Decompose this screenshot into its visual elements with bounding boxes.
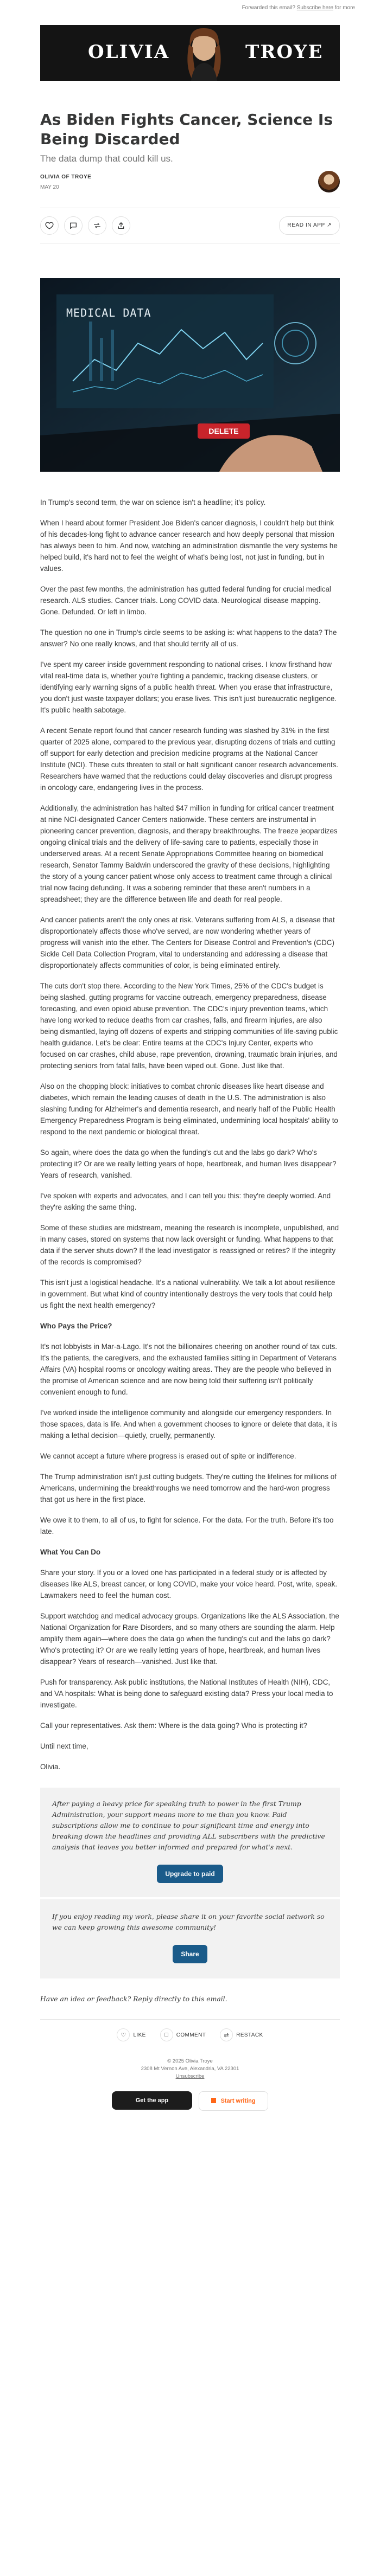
more-text: for more (334, 5, 355, 11)
banner-word-left: OLIVIA (88, 41, 170, 63)
app-buttons (40, 2091, 340, 2111)
paragraph: So again, where does the data go when the funding's cut and the labs go dark? Who's protecting it? Or are we really letting years of hope, heartbreak, and human lives disappear? Years of research, vanished. (40, 1148, 337, 1179)
content-column (40, 25, 340, 2111)
paragraph: We owe it to them, to all of us, to fight for science. For the data. For the truth. Before it's too late. (40, 1516, 334, 1536)
share-text: If you enjoy reading my work, please share it on your favorite social network so we can keep growing this awesome community! (52, 1912, 325, 1931)
hero-medical-data-text: MEDICAL DATA (66, 306, 151, 319)
paragraph: Additionally, the administration has halted $47 million in funding for critical cancer treatment at nine NCI-designated Cancer Centers nationwide. These centers are instrumental in pioneering cancer prevention, diagnosis, and therapy breakthroughs. The freeze jeopardizes ongoing clinical trials and the delivery of life-saving care to patients, especially those in underserved areas. At a recent Senate Appropriations Committee hearing on biomedical research, Senator Tammy Baldwin underscored the gravity of these decisions, highlighting the story of a young cancer patient whose only access to treatment came through a clinical trial now facing defunding. It was a sobering reminder that these aren't numbers in a spreadsheet; they are the difference between life and death for real people. (40, 804, 338, 903)
upgrade-to-paid-button[interactable]: Upgrade to paid (157, 1865, 223, 1883)
paragraph: Share your story. If you or a loved one has participated in a federal study or is affected by diseases like ALS, breast cancer, or long COVID, make your voice heard. Post, write, speak. Lawmakers need to feel the human cost. (40, 1569, 338, 1599)
post-title[interactable]: As Biden Fights Cancer, Science Is Being Discarded (40, 111, 333, 148)
post-date: MAY 20 (40, 184, 59, 190)
restack-icon: ⇄ (220, 2028, 233, 2041)
paragraph: In Trump's second term, the war on science isn't a headline; it's policy. (40, 498, 266, 506)
paragraph: Also on the chopping block: initiatives to combat chronic diseases like heart disease and diabetes, which remain the leading causes of death in the U.S. The administration is also slashing funding for Alzheimer's and dementia research, and nearly half of the Public Health Emergency Preparedness Program is being eliminated, undermining local hospitals' ability to respond to the next pandemic or biological threat. (40, 1082, 338, 1136)
post-subtitle: The data dump that could kill us. (40, 153, 173, 164)
author-name[interactable]: OLIVIA OF TROYE (40, 174, 92, 180)
footer-like-button[interactable] (117, 2028, 145, 2041)
post-actions-bar (40, 208, 340, 243)
forwarded-text: Forwarded this email? (242, 5, 295, 11)
unsubscribe-link[interactable]: Unsubscribe (175, 2073, 205, 2079)
comment-icon (69, 221, 78, 230)
paragraph: It's not lobbyists in Mar-a-Lago. It's not the billionaires cheering on another round of tax cuts. It's the patients, the caregivers, and the exhausted families sitting in Department of Veterans Affairs (VA) hospital rooms or oncology waiting areas. They are the people who believed in the promise of American science and are now being told their suffering isn't politically convenient enough to fund. (40, 1342, 337, 1396)
upgrade-callout (40, 1788, 340, 1897)
paragraph: I've worked inside the intelligence community and alongside our emergency responders. In those spaces, data is life. And when a government chooses to ignore or delete that data, it is making a lethal decision—quietly, cruelly, permanently. (40, 1409, 338, 1440)
comment-button[interactable] (64, 216, 83, 235)
paragraph: I've spoken with experts and advocates, and I can tell you this: they're deeply worried. And they're asking the same thing. (40, 1192, 331, 1211)
restack-button[interactable] (88, 216, 106, 235)
hero-delete-key: DELETE (198, 423, 250, 439)
feedback-note: Have an idea or feedback? Reply directly to this email. (40, 1995, 227, 2003)
paragraph: Some of these studies are midstream, meaning the research is incomplete, unpublished, and in many cases, stored on systems that now lack oversight or funding. What happens to that data if the server shuts down? If the lead investigator is reassigned or retires? If the integrity of the records is compromised? (40, 1224, 339, 1266)
footer-like-label: LIKE (133, 2032, 146, 2038)
substack-icon (211, 2098, 216, 2103)
copyright: © 2025 Olivia Troye (167, 2058, 213, 2064)
start-writing-button[interactable] (199, 2091, 268, 2111)
share-cta-button[interactable]: Share (173, 1945, 207, 1963)
footer-comment-button[interactable] (160, 2028, 206, 2041)
paragraph: Push for transparency. Ask public institutions, the National Institutes of Health (NIH), CDC, and VA hospitals: What is being done to safeguard existing data? Press your local media to investigate. (40, 1678, 333, 1709)
section-heading-who-pays: Who Pays the Price? (40, 1322, 112, 1330)
read-in-app-button[interactable] (279, 216, 340, 235)
restack-icon (93, 221, 102, 230)
footer-comment-label: COMMENT (176, 2032, 206, 2038)
legal-footer (40, 2058, 340, 2080)
signature-name: Olivia. (40, 1763, 61, 1771)
article-body (40, 497, 340, 1772)
start-writing-label: Start writing (220, 2098, 256, 2104)
paragraph: Over the past few months, the administration has gutted federal funding for crucial medical research. ALS studies. Cancer trials. Long COVID data. Neurological disease mapping. Gone. Defunded. Or left in limbo. (40, 585, 331, 616)
forward-notice (0, 0, 380, 16)
footer-actions (40, 2019, 340, 2050)
like-button[interactable] (40, 216, 59, 235)
hero-image[interactable] (40, 278, 340, 472)
paragraph: And cancer patients aren't the only ones at risk. Veterans suffering from ALS, a disease that disproportionately affects those who've served, are now wondering whether years of progress will vanish into the ether. The Centers for Disease Control and Prevention's (CDC) Sickle Cell Data Collection Program, vital to understanding and addressing a disease that disproportionately affects communities of color, is being eliminated entirely. (40, 916, 335, 969)
paragraph: Call your representatives. Ask them: Where is the data going? Who is protecting it? (40, 1721, 307, 1730)
byline (40, 174, 340, 200)
read-in-app-label: READ IN APP (287, 222, 325, 228)
paragraph: The cuts don't stop there. According to the New York Times, 25% of the CDC's budget is being slashed, gutting programs for vaccine outreach, emergency preparedness, disease forecasting, and even opioid abuse prevention. The CDC's injury prevention teams, which have long worked to reduce deaths from car crashes, falls, and firearm injuries, are also being dismantled, laying off dozens of experts and stripping communities of life-saving public health guidance. Let's be clear: Entire teams at the CDC's Injury Center, experts who focused on car crashes, child abuse, rape prevention, drowning, traumatic brain injuries, and protecting seniors from fatal falls, have been wiped out. Gone. Just like that. (40, 982, 338, 1070)
heart-icon: ♡ (117, 2028, 130, 2041)
paragraph: Until next time, (40, 1742, 88, 1750)
heart-icon (45, 221, 54, 230)
paragraph: This isn't just a logistical headache. It's a national vulnerability. We talk a lot about resilience in government. But what kind of country intentionally destroys the very tools that could help us fight the next health emergency? (40, 1279, 335, 1309)
publication-banner[interactable] (40, 25, 340, 81)
paragraph: I've spent my career inside government responding to national crises. I know firsthand how vital real-time data is, whether you're fighting a pandemic, tracking disease clusters, or identifying early warning signs of a public health threat. When you erase that infrastructure, you don't just waste taxpayer dollars; you erase lives. This isn't just bureaucratic negligence. It's public health sabotage. (40, 660, 337, 714)
comment-icon: □ (160, 2028, 173, 2041)
section-heading-what-you-can-do: What You Can Do (40, 1548, 101, 1556)
paragraph: We cannot accept a future where progress is erased out of spite or indifference. (40, 1452, 296, 1460)
banner-word-right: TROYE (245, 41, 324, 63)
upgrade-text: After paying a heavy price for speaking truth to power in the first Trump Administration, your support means more to me than you know. Paid subscriptions allow me to continue to pour significant time and energy into breaking down the headlines and providing ALL subscribers with the predictive analysis that leaves you better informed and prepared for what's next. (52, 1800, 325, 1851)
get-the-app-button[interactable]: Get the app (112, 2091, 192, 2110)
paragraph: The Trump administration isn't just cutting budgets. They're cutting the lifelines for millions of Americans, undermining the breakthroughs we need tomorrow and the hard-won progress that got us here in the first place. (40, 1473, 337, 1504)
avatar[interactable] (318, 171, 340, 192)
paragraph: Support watchdog and medical advocacy groups. Organizations like the ALS Association, the National Organization for Rare Disorders, and so many others are sounding the alarm. Help amplify them again—where does the data go when the funding's cut and the labs go dark? Who's protecting it? Or are we really letting years of hope, heartbreak, and human lives disappear? Years of research—vanished. Just like that. (40, 1612, 339, 1666)
external-arrow-icon: ↗ (327, 222, 332, 228)
mailing-address: 2308 Mt Vernon Ave, Alexandria, VA 22301 (141, 2066, 239, 2072)
subscribe-link[interactable]: Subscribe here (296, 5, 333, 11)
paragraph: A recent Senate report found that cancer research funding was slashed by 31% in the first quarter of 2025 alone, compared to the previous year, disrupting dozens of trials and cutting off support for early detection and precision medicine programs at the National Cancer Institute (NCI). These cuts threaten to stall or halt significant cancer research advancements. Researchers have warned that the reductions could delay discoveries and disrupt progress in oncology care, endangering lives in the process. (40, 727, 339, 792)
share-arrow-icon (117, 221, 125, 230)
paragraph: The question no one in Trump's circle seems to be asking is: what happens to the data? The answer? No one really knows, and that should terrify all of us. (40, 628, 337, 648)
paragraph: When I heard about former President Joe Biden's cancer diagnosis, I couldn't help but think of his decades-long fight to advance cancer research and how deeply personal that mission has always been to him. And now, watching an administration dismantle the very systems he helped build, it's hard not to feel the weight of what's being lost, not just in funding, but in values. (40, 519, 338, 573)
share-callout (40, 1899, 340, 1978)
footer-restack-label: RESTACK (236, 2032, 263, 2038)
share-button[interactable] (112, 216, 130, 235)
footer-restack-button[interactable] (220, 2028, 263, 2041)
author-portrait-image (172, 25, 237, 81)
